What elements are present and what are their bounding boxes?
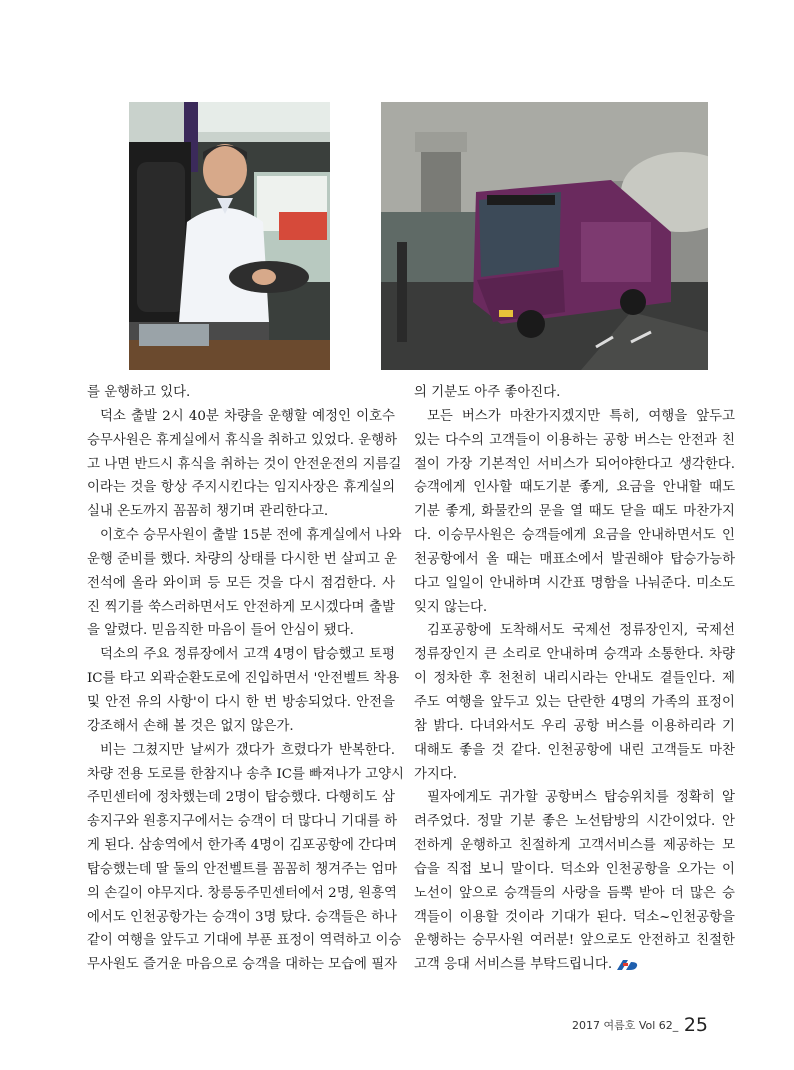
text-line: 려주었다. 정말 기분 좋은 노선탐방의 시간이었다. 안 bbox=[414, 814, 735, 830]
text-line: 비는 그쳤지만 날씨가 갰다가 흐렸다가 반복한다. bbox=[100, 742, 395, 758]
text-line: 탑승했는데 딸 둘의 안전벨트를 꼼꼼히 챙겨주는 엄마 bbox=[87, 861, 398, 877]
text-line: 주민센터에 정차했는데 2명이 탑승했다. 다행히도 삼 bbox=[87, 790, 395, 806]
text-line: 참 밝다. 다녀와서도 우리 공항 버스를 이용하리라 기 bbox=[414, 718, 735, 734]
text-line: 승무사원은 휴게실에서 휴식을 취하고 있었다. 운행하 bbox=[87, 432, 398, 448]
text-line: 승객에게 인사할 때도기분 좋게, 요금을 안내할 때도 bbox=[414, 480, 735, 496]
text-line: 운행하는 승무사원 여러분! 앞으로도 안전하고 친절한 bbox=[414, 933, 735, 949]
text-line: 다고 일일이 안내하며 시간표 명함을 나눠준다. 미소도 bbox=[414, 575, 735, 591]
text-line: 진 찍기를 쑥스러하면서도 안전하게 모시겠다며 출발 bbox=[87, 599, 395, 615]
text-line: 이라는 것을 항상 주지시킨다는 임지사장은 휴게실의 bbox=[87, 480, 395, 496]
end-mark-logo bbox=[616, 959, 638, 971]
text-line: 송지구와 원흥지구에서는 승객이 더 많다니 기대를 하 bbox=[87, 814, 398, 830]
text-line: 고객 응대 서비스를 부탁드립니다. bbox=[414, 953, 735, 977]
text-line: 전석에 올라 와이퍼 등 모든 것을 다시 점검한다. 사 bbox=[87, 575, 395, 591]
text-line: 을 알렸다. 믿음직한 마음이 들어 안심이 됐다. bbox=[87, 623, 354, 639]
text-line: 를 운행하고 있다. bbox=[87, 385, 191, 400]
text-line: 정류장인지 큰 소리로 안내하며 승객과 소통한다. 차량 bbox=[414, 647, 735, 663]
text-line: 모든 버스가 마찬가지겠지만 특히, 여행을 앞두고 bbox=[427, 408, 735, 424]
article-column-left bbox=[87, 381, 404, 977]
text-line: 운행 준비를 했다. 차량의 상태를 다시한 번 살피고 운 bbox=[87, 551, 397, 567]
text-line: 덕소의 주요 정류장에서 고객 4명이 탑승했고 토평 bbox=[100, 647, 395, 663]
text-line: 차량 전용 도로를 한참지나 송추 IC를 빠져나가 고양시 bbox=[87, 766, 404, 782]
text-line: 객들이 이용할 것이라 기대가 된다. 덕소~인천공항을 bbox=[414, 909, 735, 925]
text-line: 대해도 좋을 것 같다. 인천공항에 내린 고객들도 마찬 bbox=[414, 742, 735, 758]
text-line: 가지다. bbox=[414, 766, 458, 782]
text-line: 이호수 승무사원이 출발 15분 전에 휴게실에서 나와 bbox=[100, 528, 402, 544]
text-line: 에서도 인천공항가는 승객이 3명 탔다. 승객들은 하나 bbox=[87, 909, 397, 925]
text-line: 같이 여행을 앞두고 기대에 부푼 표정이 역력하고 이승 bbox=[87, 933, 402, 949]
text-line: 고 나면 반드시 휴식을 취하는 것이 안전운전의 지름길 bbox=[87, 456, 402, 472]
text-line: 전하게 운행하고 친절하게 고객서비스를 제공하는 모 bbox=[414, 838, 735, 854]
text-line: 의 기분도 아주 좋아진다. bbox=[414, 385, 561, 400]
text-line: 다. 이승무사원은 승객들에게 요금을 안내하면서도 인 bbox=[414, 528, 735, 544]
text-line: IC를 타고 외곽순환도로에 진입하면서 '안전벨트 착용 bbox=[87, 671, 400, 687]
airport-bus-photo bbox=[381, 102, 708, 370]
driver-photo bbox=[129, 102, 330, 370]
text-line: 있는 다수의 고객들이 이용하는 공항 버스는 안전과 친 bbox=[414, 432, 735, 448]
text-line: 천공항에서 올 때는 매표소에서 발권해야 탑승가능하 bbox=[414, 551, 735, 567]
article-column-right bbox=[414, 381, 735, 977]
text-line: 김포공항에 도착해서도 국제선 정류장인지, 국제선 bbox=[427, 623, 735, 639]
text-line: 절이 가장 기본적인 서비스가 되어야한다고 생각한다. bbox=[414, 456, 735, 472]
text-line: 필자에게도 귀가할 공항버스 탑승위치를 정확히 알 bbox=[427, 790, 735, 806]
airport-bus-photo-illustration bbox=[381, 102, 708, 370]
text-line: 및 안전 유의 사항'이 다시 한 번 방송되었다. 안전을 bbox=[87, 694, 395, 710]
driver-photo-illustration bbox=[129, 102, 330, 370]
text-line: 실내 온도까지 꼼꼼히 챙기며 관리한다고. bbox=[87, 504, 329, 520]
text-line: 주도 여행을 앞두고 있는 단란한 4명의 가족의 표정이 bbox=[414, 694, 735, 710]
page-footer bbox=[572, 1014, 708, 1036]
text-line: 의 손길이 야무지다. 창릉동주민센터에서 2명, 원흥역 bbox=[87, 885, 397, 901]
text-line: 노선이 앞으로 승객들의 사랑을 듬뿍 받아 더 많은 승 bbox=[414, 885, 735, 901]
text-line: 이 정차한 후 천천히 내리시라는 안내도 곁들인다. 제 bbox=[414, 671, 735, 687]
issue-label: 2017 여름호 Vol 62_ bbox=[571, 1019, 679, 1032]
text-line: 게 된다. 삼송역에서 한가족 4명이 김포공항에 간다며 bbox=[87, 838, 397, 854]
page-number: 25 bbox=[683, 1014, 708, 1036]
text-line: 강조해서 손해 볼 것은 없지 않은가. bbox=[87, 718, 294, 734]
text-line: 습을 직접 보니 말이다. 덕소와 인천공항을 오가는 이 bbox=[414, 861, 735, 877]
text-line: 무사원도 즐거운 마음으로 승객을 대하는 모습에 필자 bbox=[87, 957, 398, 973]
text-line: 덕소 출발 2시 40분 차량을 운행할 예정인 이호수 bbox=[100, 408, 395, 424]
text-line: 기분 좋게, 화물칸의 문을 열 때도 닫을 때도 마찬가지 bbox=[414, 504, 735, 520]
text-line: 잊지 않는다. bbox=[414, 599, 488, 615]
